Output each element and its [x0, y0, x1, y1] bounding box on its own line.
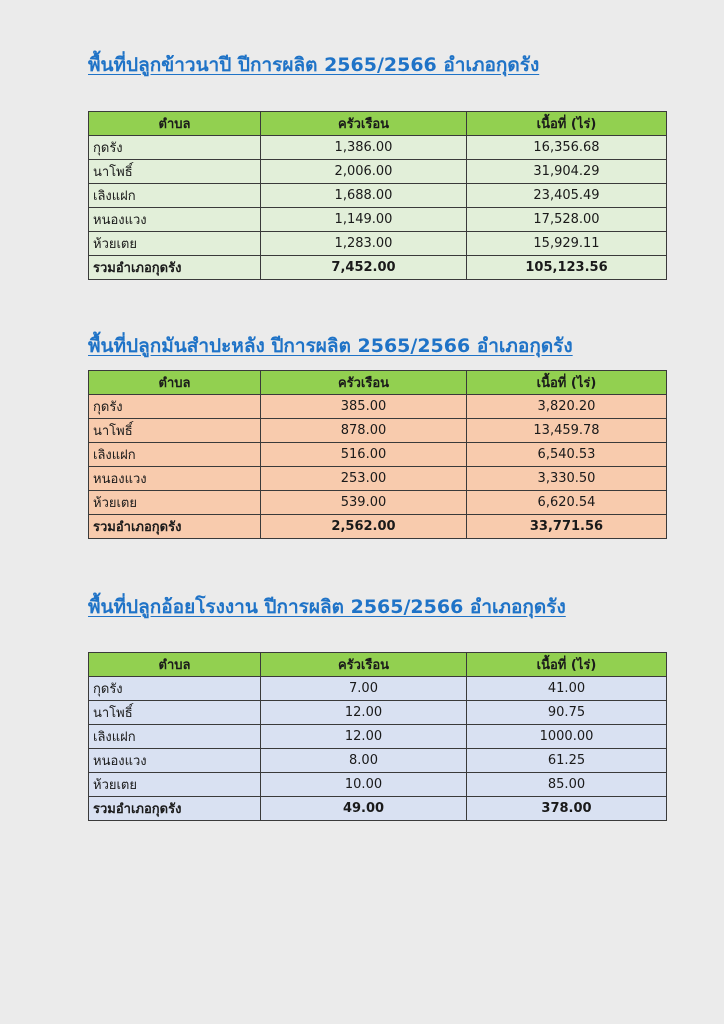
- table-row: [89, 725, 667, 749]
- sugarcane-section-title: พื้นที่ปลูกอ้อยโรงงาน ปีการผลิต 2565/2566 อำเภอกุดรัง: [88, 596, 566, 618]
- table-row: [89, 160, 667, 184]
- table-row: [89, 395, 667, 419]
- rice-table: [88, 111, 667, 280]
- table-row: [89, 749, 667, 773]
- cell-area: 13,459.78: [467, 419, 667, 443]
- cell-area: 61.25: [467, 749, 667, 773]
- rice-section-title: พื้นที่ปลูกข้าวนาปี ปีการผลิต 2565/2566 อำเภอกุดรัง: [88, 54, 540, 76]
- table-row: [89, 184, 667, 208]
- cell-subdistrict: หนองแวง: [89, 467, 261, 491]
- total-label: รวมอำเภอกุดรัง: [89, 797, 261, 821]
- cell-households: 2,006.00: [261, 160, 467, 184]
- cell-subdistrict: หนองแวง: [89, 749, 261, 773]
- total-households: 7,452.00: [261, 256, 467, 280]
- total-label: รวมอำเภอกุดรัง: [89, 256, 261, 280]
- total-area: 33,771.56: [467, 515, 667, 539]
- table-header-row: [89, 653, 667, 677]
- cassava-section-title: พื้นที่ปลูกมันสำปะหลัง ปีการผลิต 2565/2566 อำเภอกุดรัง: [88, 335, 573, 357]
- header-households: ครัวเรือน: [261, 371, 467, 395]
- header-subdistrict: ตำบล: [89, 371, 261, 395]
- cell-households: 1,149.00: [261, 208, 467, 232]
- table-row: [89, 677, 667, 701]
- header-subdistrict: ตำบล: [89, 653, 261, 677]
- total-label: รวมอำเภอกุดรัง: [89, 515, 261, 539]
- total-households: 49.00: [261, 797, 467, 821]
- cell-area: 23,405.49: [467, 184, 667, 208]
- table-row: [89, 443, 667, 467]
- cell-households: 1,688.00: [261, 184, 467, 208]
- cell-households: 539.00: [261, 491, 467, 515]
- cell-area: 31,904.29: [467, 160, 667, 184]
- total-row: [89, 256, 667, 280]
- cell-area: 16,356.68: [467, 136, 667, 160]
- total-row: [89, 797, 667, 821]
- cell-households: 1,283.00: [261, 232, 467, 256]
- header-area: เนื้อที่ (ไร่): [467, 653, 667, 677]
- table-row: [89, 136, 667, 160]
- table-row: [89, 491, 667, 515]
- cell-area: 15,929.11: [467, 232, 667, 256]
- cell-area: 1000.00: [467, 725, 667, 749]
- sugarcane-table: [88, 652, 667, 821]
- table-header-row: [89, 371, 667, 395]
- header-area: เนื้อที่ (ไร่): [467, 371, 667, 395]
- cell-subdistrict: ห้วยเตย: [89, 491, 261, 515]
- cell-subdistrict: เลิงแฝก: [89, 725, 261, 749]
- cell-subdistrict: นาโพธิ์: [89, 701, 261, 725]
- total-row: [89, 515, 667, 539]
- table-row: [89, 419, 667, 443]
- cell-area: 6,540.53: [467, 443, 667, 467]
- cell-area: 3,330.50: [467, 467, 667, 491]
- cell-subdistrict: นาโพธิ์: [89, 160, 261, 184]
- cell-subdistrict: กุดรัง: [89, 136, 261, 160]
- table-header-row: [89, 112, 667, 136]
- cell-subdistrict: เลิงแฝก: [89, 184, 261, 208]
- header-households: ครัวเรือน: [261, 653, 467, 677]
- cell-households: 12.00: [261, 701, 467, 725]
- cell-area: 90.75: [467, 701, 667, 725]
- cell-households: 878.00: [261, 419, 467, 443]
- cell-subdistrict: ห้วยเตย: [89, 773, 261, 797]
- cell-subdistrict: กุดรัง: [89, 677, 261, 701]
- header-subdistrict: ตำบล: [89, 112, 261, 136]
- table-row: [89, 208, 667, 232]
- cell-area: 85.00: [467, 773, 667, 797]
- cassava-table: [88, 370, 667, 539]
- cell-households: 8.00: [261, 749, 467, 773]
- cell-households: 12.00: [261, 725, 467, 749]
- cell-subdistrict: ห้วยเตย: [89, 232, 261, 256]
- cell-households: 7.00: [261, 677, 467, 701]
- total-households: 2,562.00: [261, 515, 467, 539]
- table-row: [89, 232, 667, 256]
- header-households: ครัวเรือน: [261, 112, 467, 136]
- cell-households: 385.00: [261, 395, 467, 419]
- cell-subdistrict: นาโพธิ์: [89, 419, 261, 443]
- cell-area: 41.00: [467, 677, 667, 701]
- cell-households: 1,386.00: [261, 136, 467, 160]
- cell-area: 17,528.00: [467, 208, 667, 232]
- cell-households: 516.00: [261, 443, 467, 467]
- cell-households: 253.00: [261, 467, 467, 491]
- cell-subdistrict: เลิงแฝก: [89, 443, 261, 467]
- cell-subdistrict: หนองแวง: [89, 208, 261, 232]
- table-row: [89, 701, 667, 725]
- table-row: [89, 773, 667, 797]
- header-area: เนื้อที่ (ไร่): [467, 112, 667, 136]
- cell-households: 10.00: [261, 773, 467, 797]
- table-row: [89, 467, 667, 491]
- total-area: 105,123.56: [467, 256, 667, 280]
- total-area: 378.00: [467, 797, 667, 821]
- cell-area: 6,620.54: [467, 491, 667, 515]
- cell-area: 3,820.20: [467, 395, 667, 419]
- cell-subdistrict: กุดรัง: [89, 395, 261, 419]
